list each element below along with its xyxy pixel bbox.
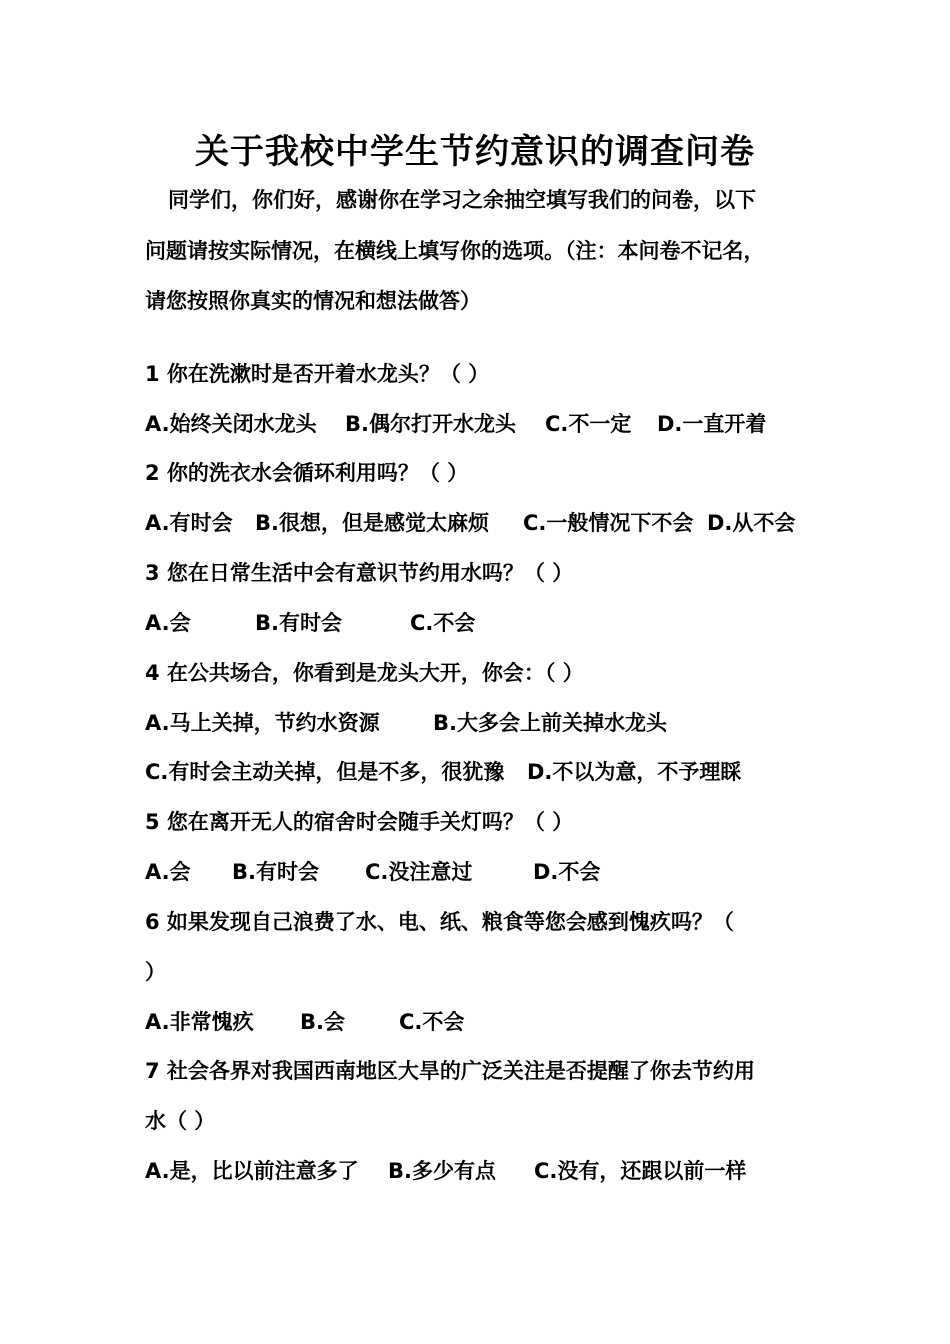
question-3-options [145,608,475,638]
page-title: 关于我校中学生节约意识的调查问卷 [195,132,755,172]
q1-option-a: A.始终关闭水龙头 [145,412,317,436]
q7-option-a: A.是，比以前注意多了 [145,1159,359,1183]
q2-option-b: B.很想，但是感觉太麻烦 [255,511,489,535]
question-5-options [145,857,600,887]
question-2: 2 你的洗衣水会循环利用吗？（ ） [145,461,469,485]
q1-option-c: C.不一定 [545,412,632,436]
question-7-line-2: 水（ ） [145,1109,216,1133]
intro-line-2: 问题请按实际情况，在横线上填写你的选项。（注：本问卷不记名， [145,239,765,263]
q1-option-d: D.一直开着 [657,412,767,436]
q6-option-c: C.不会 [399,1010,465,1034]
question-1-options [145,409,766,439]
intro-line-1: 同学们，你们好，感谢你在学习之余抽空填写我们的问卷，以下 [168,188,756,212]
q2-option-d: D.从不会 [707,511,796,535]
q1-option-b: B.偶尔打开水龙头 [345,412,516,436]
q3-option-b: B.有时会 [255,611,342,635]
question-4: 4 在公共场合，你看到是龙头大开，你会：（ ） [145,661,584,685]
q2-option-c: C.一般情况下不会 [523,511,694,535]
q4-option-c: C.有时会主动关掉，但是不多，很犹豫 [145,760,505,784]
q5-option-c: C.没注意过 [365,860,473,884]
question-6-options [145,1007,464,1037]
question-4-options-row-1 [145,708,667,738]
question-3: 3 您在日常生活中会有意识节约用水吗？（ ） [145,561,574,585]
question-7-options [145,1156,746,1186]
question-5: 5 您在离开无人的宿舍时会随手关灯吗？（ ） [145,810,574,834]
q4-option-b: B.大多会上前关掉水龙头 [433,711,667,735]
q6-option-b: B.会 [300,1010,345,1034]
question-6-line-1: 6 如果发现自己浪费了水、电、纸、粮食等您会感到愧疚吗？（ [145,910,734,934]
q4-option-a: A.马上关掉，节约水资源 [145,711,380,735]
q3-option-c: C.不会 [410,611,476,635]
question-2-options [145,508,795,538]
q5-option-b: B.有时会 [232,860,319,884]
question-7-line-1: 7 社会各界对我国西南地区大旱的广泛关注是否提醒了你去节约用 [145,1059,755,1083]
q5-option-a: A.会 [145,860,191,884]
intro-line-3: 请您按照你真实的情况和想法做答） [145,289,481,313]
q7-option-b: B.多少有点 [388,1159,496,1183]
q5-option-d: D.不会 [533,860,601,884]
q3-option-a: A.会 [145,611,191,635]
q4-option-d: D.不以为意，不予理睬 [527,760,742,784]
q7-option-c: C.没有，还跟以前一样 [534,1159,747,1183]
q6-option-a: A.非常愧疚 [145,1010,254,1034]
question-6-line-2: ） [145,960,166,984]
q2-option-a: A.有时会 [145,511,233,535]
question-1: 1 你在洗漱时是否开着水龙头？（ ） [145,362,490,386]
question-4-options-row-2 [145,757,741,787]
